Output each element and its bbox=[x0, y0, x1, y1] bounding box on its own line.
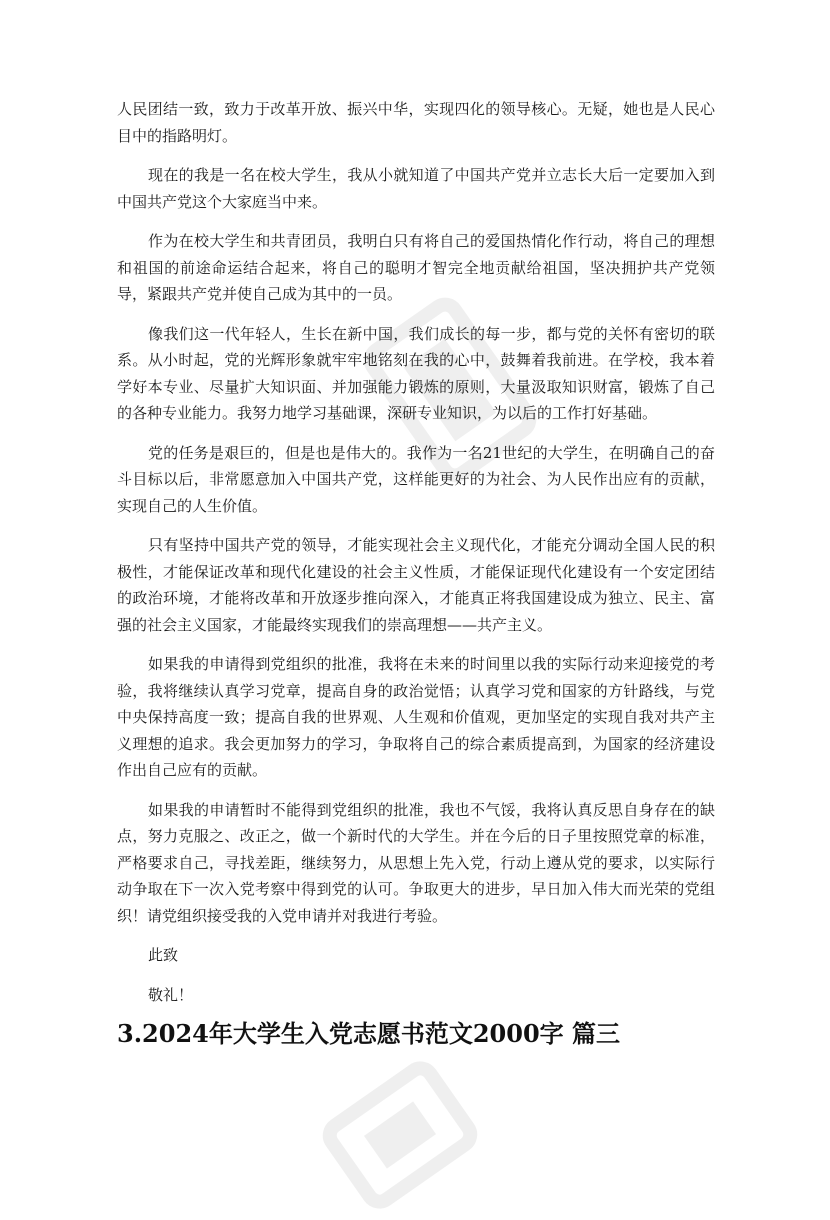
paragraph: 党的任务是艰巨的，但是也是伟大的。我作为一名21世纪的大学生，在明确自己的奋斗目标以后，非常愿意加入中国共产党，这样能更好的为社会、为人民作出应有的贡献，实现自己的人生价值。 bbox=[117, 443, 715, 515]
closing-regards: 敬礼！ bbox=[148, 985, 194, 1004]
paragraph: 只有坚持中国共产党的领导，才能实现社会主义现代化，才能充分调动全国人民的积极性，才能保证改革和现代化建设的社会主义性质，才能保证现代化建设有一个安定团结的政治环境，才能将改革和开放逐步推向深入，才能真正将我国建设成为独立、民主、富强的社会主义国家，才能最终实现我们的崇高理想——共产主义。 bbox=[117, 536, 715, 634]
paragraph: 如果我的申请得到党组织的批准，我将在未来的时间里以我的实际行动来迎接党的考验，我将继续认真学习党章，提高自身的政治觉悟；认真学习党和国家的方针路线，与党中央保持高度一致；提高自我的世界观、人生观和价值观，更加坚定的实现自我对共产主义理想的追求。我会更加努力的学习，争取将自己的综合素质提高到，为国家的经济建设作出自己应有的贡献。 bbox=[117, 655, 715, 779]
paragraph: 人民团结一致，致力于改革开放、振兴中华，实现四化的领导核心。无疑，她也是人民心目中的指路明灯。 bbox=[117, 100, 715, 145]
closing-salutation: 此致 bbox=[148, 946, 179, 964]
paragraph: 如果我的申请暂时不能得到党组织的批准，我也不气馁，我将认真反思自身存在的缺点，努力克服之、改正之，做一个新时代的大学生。并在今后的日子里按照党章的标准，严格要求自己，寻找差距，继续努力，从思想上先入党，行动上遵从党的要求，以实际行动争取在下一次入党考察中得到党的认可。争取更大的进步，早日加入伟大而光荣的党组织！请党组织接受我的入党申请并对我进行考验。 bbox=[117, 800, 715, 925]
section-heading: 3.2024年大学生入党志愿书范文2000字 篇三 bbox=[117, 1019, 621, 1048]
watermark-logo-icon bbox=[311, 1050, 489, 1220]
paragraph: 现在的我是一名在校大学生，我从小就知道了中国共产党并立志长大后一定要加入到中国共产党这个大家庭当中来。 bbox=[117, 166, 715, 211]
paragraph: 作为在校大学生和共青团员，我明白只有将自己的爱国热情化作行动，将自己的理想和祖国的前途命运结合起来，将自己的聪明才智完全地贡献给祖国，坚决拥护共产党领导，紧跟共产党并使自己成为其中的一员。 bbox=[117, 232, 715, 303]
document-body bbox=[117, 96, 715, 1021]
paragraph: 像我们这一代年轻人，生长在新中国，我们成长的每一步，都与党的关怀有密切的联系。从小时起，党的光辉形象就牢牢地铭刻在我的心中，鼓舞着我前进。在学校，我本着学好本专业、尽量扩大知识面、并加强能力锻炼的原则，大量汲取知识财富，锻炼了自己的各种专业能力。我努力地学习基础课，深研专业知识，为以后的工作打好基础。 bbox=[117, 324, 715, 422]
